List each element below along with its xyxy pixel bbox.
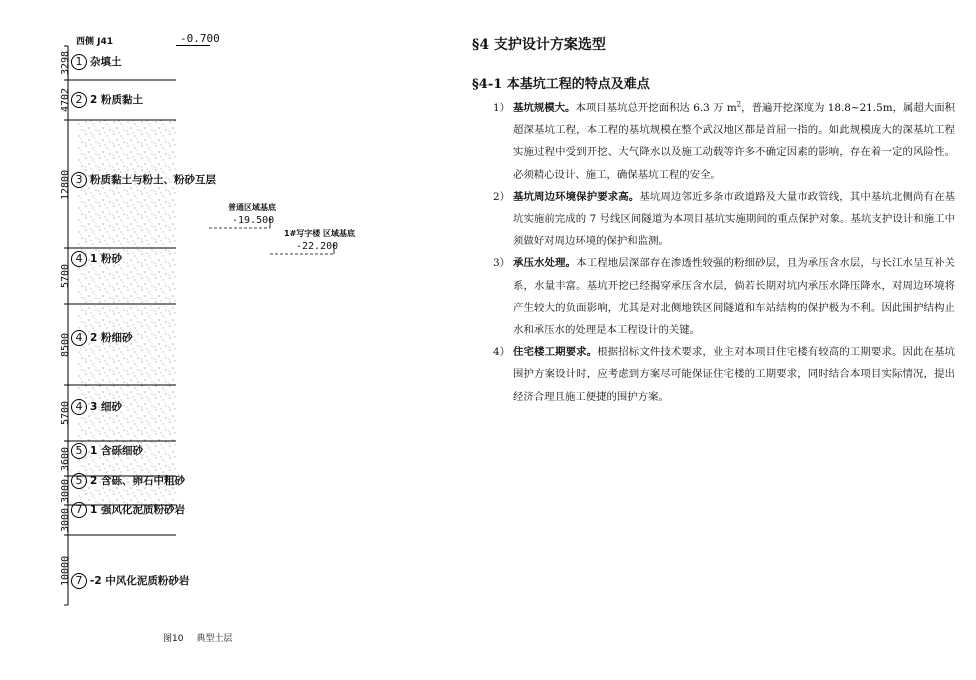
layer-label	[71, 443, 143, 459]
subsection-title: §4-1 本基坑工程的特点及难点	[472, 77, 650, 92]
list-item-lead: 承压水处理。	[513, 257, 577, 270]
layer-thickness: 3298	[60, 51, 71, 76]
list-item-number: 4）	[493, 346, 511, 359]
layer-label	[71, 251, 122, 267]
layer-label	[71, 399, 122, 415]
layer-label	[71, 54, 122, 70]
list-item	[493, 252, 955, 341]
layer-circle-number: 4	[71, 330, 87, 346]
list-item-lead: 住宅楼工期要求。	[513, 346, 598, 359]
layer-circle-number: 7	[71, 502, 87, 518]
list-item-number: 3）	[493, 257, 511, 270]
layer-label	[71, 473, 185, 489]
layer-name: -2 中风化泥质粉砂岩	[90, 575, 190, 587]
layer-name: 2 含砾、卵石中粗砂	[90, 475, 185, 487]
layer-thickness: 10000	[60, 555, 71, 586]
annotation-office-value: -22.200	[296, 241, 339, 252]
annotation-ordinary-value: -19.500	[232, 215, 275, 226]
layer-circle-number: 7	[71, 573, 87, 589]
layer-name: 1 含砾细砂	[90, 445, 143, 457]
borehole-label: 西侧 J41	[76, 37, 114, 47]
list-item-body: 基坑周边邻近多条市政道路及大量市政管线，其中基坑北侧尚有在基坑实施前完成的 7 号线区间隧道为本项目基坑实施期间的重点保护对象。基坑支护设计和施工中须做好对周边环境的保护和监测。	[513, 190, 956, 248]
list-item-number: 1）	[493, 102, 511, 114]
figure-caption-number: 图10	[163, 634, 184, 644]
layer-circle-number: 4	[71, 399, 87, 415]
layer-name: 杂填土	[90, 56, 122, 68]
list-item	[493, 341, 955, 408]
layer-circle-number: 2	[71, 92, 87, 108]
superscript: 2	[736, 100, 742, 109]
annotation-ordinary-label: 普通区域基底	[228, 203, 276, 212]
feature-list	[493, 97, 955, 408]
list-item-lead: 基坑规模大。	[513, 102, 576, 114]
layer-name: 粉质黏土与粉土、粉砂互层	[90, 174, 216, 186]
annotation-office-label: 1#写字楼 区域基底	[284, 229, 356, 238]
layer-circle-number: 5	[71, 443, 87, 459]
list-item-lead: 基坑周边环境保护要求高。	[513, 190, 640, 203]
layer-circle-number: 4	[71, 251, 87, 267]
layer-circle-number: 1	[71, 54, 87, 70]
layer-circle-number: 3	[71, 172, 87, 188]
figure-caption-text: 典型土层	[196, 634, 233, 644]
layer-label	[71, 573, 189, 589]
layer-thickness: 3000	[60, 508, 71, 533]
layer-label	[71, 92, 143, 108]
top-elevation: -0.700	[180, 32, 220, 45]
list-item-body: ，普遍开挖深度为 18.8~21.5m，属超大面积超深基坑工程，本工程的基坑规模在整个武汉地区都是首屈一指的。如此规模庞大的深基坑工程实施过程中受到开挖、大气降水以及施工动载等许多不确定因素的影响，存在着一定的风险性。必须精心设计、施工，确保基坑工程的安全。	[513, 102, 955, 181]
figure-caption	[163, 631, 242, 644]
layer-circle-number: 5	[71, 473, 87, 489]
layer-name: 3 细砂	[90, 401, 122, 413]
layer-label	[71, 330, 132, 346]
list-item-body-start: 本项目基坑总开挖面积达 6.3 万 m	[575, 102, 737, 114]
section-title: §4 支护设计方案选型	[472, 37, 606, 53]
layer-name: 1 粉砂	[90, 253, 122, 265]
layer-label	[71, 172, 216, 188]
layer-thickness: 4702	[60, 88, 71, 113]
layer-thickness: 8500	[60, 332, 71, 357]
layer-label	[71, 502, 185, 518]
layer-thickness: 3600	[60, 446, 71, 471]
list-item-number: 2）	[493, 190, 511, 203]
layer-thickness: 3000	[60, 478, 71, 503]
list-item-body: 根据招标文件技术要求，业主对本项目住宅楼有较高的工期要求。因此在基坑围护方案设计时，应考虑到方案尽可能保证住宅楼的工期要求，同时结合本项目实际情况，提出经济合理且施工便捷的围护方案。	[513, 346, 955, 403]
layer-thickness: 5700	[60, 401, 71, 426]
layer-name: 2 粉细砂	[90, 332, 133, 344]
list-item	[493, 186, 955, 253]
list-item	[493, 97, 955, 186]
list-item-body: 本工程地层深部存在渗透性较强的粉细砂层，且为承压含水层，与长江水呈互补关系，水量丰富。基坑开挖已经揭穿承压含水层，倘若长期对坑内承压水降压降水，对周边环境将产生较大的负面影响，尤其是对北侧地铁区间隧道和车站结构的保护极为不利。因此围护结构止水和承压水的处理是本工程设计的关键。	[513, 257, 956, 337]
layer-name: 1 强风化泥质粉砂岩	[90, 504, 185, 516]
layer-thickness: 12800	[60, 169, 71, 200]
layer-thickness: 5700	[60, 264, 71, 289]
layer-name: 2 粉质黏土	[90, 94, 143, 106]
